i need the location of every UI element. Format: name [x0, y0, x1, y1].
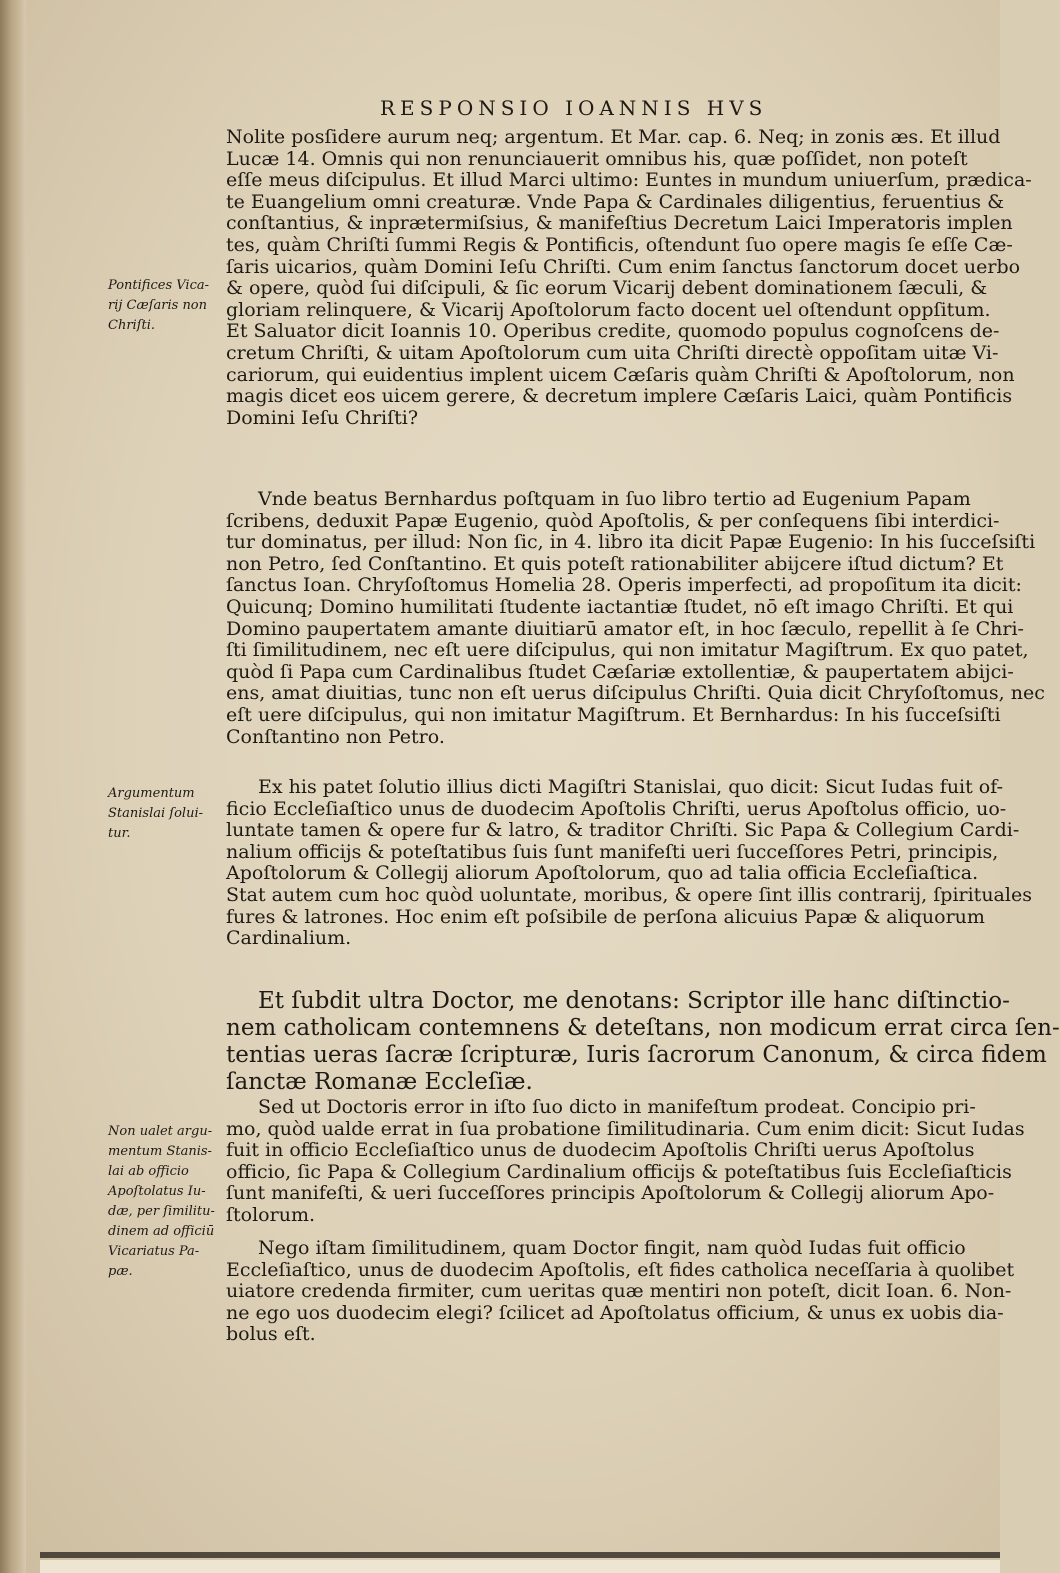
paragraph-6	[226, 1237, 1015, 1346]
text-line: Non ualet argu-	[108, 1124, 213, 1139]
text-line: ſcribens, deduxit Papæ Eugenio, quòd Apoſtolis, & per conſequens ſibi interdici-	[226, 509, 1000, 532]
text-line: Apoſtolorum & Collegij aliorum Apoſtolorum, quo ad talia officia Eccleſiaſtica.	[226, 862, 979, 885]
paragraph-5	[226, 1096, 1025, 1227]
text-line: mo, quòd ualde errat in ſua probatione ſimilitudinaria. Cum enim dicit: Sicut Iudas	[226, 1117, 1025, 1140]
text-line: ficio Eccleſiaſtico unus de duodecim Apoſtolis Chriſti, uerus Apoſtolus officio, uo-	[226, 797, 1007, 820]
text-line: Nego iſtam ſimilitudinem, quam Doctor fingit, nam quòd Iudas fuit officio	[258, 1237, 966, 1259]
text-line: Cardinalium.	[226, 927, 352, 950]
text-line: Argumentum	[108, 786, 195, 801]
text-line: Conſtantino non Petro.	[226, 725, 445, 748]
text-line: eſſe meus diſcipulus. Et illud Marci ultimo: Euntes in mundum uniuerſum, prædica-	[226, 169, 1032, 192]
text-line: Quicunq; Domino humilitati ſtudente iactantiæ ſtudet, nō eſt imago Chriſti. Et qui	[226, 595, 1014, 618]
marginal-note-2	[108, 784, 224, 844]
text-line: pæ.	[108, 1264, 133, 1279]
text-line: eſt uere diſcipulus, qui non imitatur Magiſtrum. Et Bernhardus: In his ſucceſsiſti	[226, 703, 1001, 726]
text-line: tur.	[108, 826, 131, 841]
text-line: tes, quàm Chriſti ſummi Regis & Pontificis, oſtendunt ſuo opere magis ſe eſſe Cæ-	[226, 233, 1013, 256]
book-spine-shadow	[0, 0, 26, 1573]
paragraph-4	[226, 988, 1060, 1096]
marginal-note-1	[108, 276, 224, 336]
text-line: ſanctus Ioan. Chryſoſtomus Homelia 28. Operis imperfecti, ad propoſitum ita dicit:	[226, 574, 1022, 597]
text-line: Stanislai ſolui-	[108, 806, 203, 821]
text-line: Sed ut Doctoris error in iſto ſuo dicto in manifeſtum prodeat. Concipio pri-	[258, 1096, 976, 1118]
text-line: cretum Chriſti, & uitam Apoſtolorum cum uita Chriſti directè oppoſitam uitæ Vi-	[226, 341, 999, 364]
text-line: ſtolorum.	[226, 1203, 315, 1226]
text-line: Chriſti.	[108, 318, 156, 333]
text-line: conſtantius, & inprætermiſsius, & manifeſtius Decretum Laici Imperatoris implen	[226, 212, 1013, 235]
paragraph-2	[226, 488, 1045, 748]
text-line: tentias ueras ſacræ ſcripturæ, Iuris ſacrorum Canonum, & circa fidem	[226, 1042, 1047, 1068]
text-line: ſunt manifeſti, & ueri ſucceſſores principis Apoſtolorum & Collegij aliorum Apo-	[226, 1182, 995, 1205]
text-line: luntate tamen & opere fur & latro, & traditor Chriſti. Sic Papa & Collegium Cardi-	[226, 819, 1020, 842]
text-line: te Euangelium omni creaturæ. Vnde Papa & Cardinales diligentius, feruentius &	[226, 190, 1004, 213]
text-line: tur dominatus, per illud: Non ſic, in 4. libro ita dicit Papæ Eugenio: In his ſucceſsiſti	[226, 531, 1036, 554]
page-bottom-edge	[40, 1552, 1000, 1558]
page-bottom-margin	[40, 1560, 1000, 1573]
text-line: Domino paupertatem amante diuitiarū amator eſt, in hoc ſæculo, repellit à ſe Chri-	[226, 617, 1024, 640]
text-line: ens, amat diuitias, tunc non eſt uerus diſcipulus Chriſti. Quia dicit Chryſoſtomus, nec	[226, 682, 1045, 705]
text-line: Stat autem cum hoc quòd uoluntate, moribus, & opere ſint illis contrarij, ſpirituales	[226, 883, 1032, 906]
text-line: ſanctæ Romanæ Eccleſiæ.	[226, 1069, 533, 1095]
text-line: lai ab officio	[108, 1164, 189, 1179]
text-line: Pontifices Vica-	[108, 278, 209, 293]
text-line: officio, ſic Papa & Collegium Cardinalium officijs & poteſtatibus ſuis Eccleſiaſticis	[226, 1160, 1012, 1183]
text-line: uiatore credenda firmiter, cum ueritas quæ mentiri non poteſt, dicit Ioan. 6. Non-	[226, 1280, 1012, 1303]
paragraph-1	[226, 126, 1032, 429]
text-line: fuit in officio Eccleſiaſtico unus de duodecim Apoſtolis Chriſti uerus Apoſtolus	[226, 1139, 975, 1162]
text-line: nem catholicam contemnens & deteſtans, non modicum errat circa ſen-	[226, 1015, 1060, 1041]
text-line: nalium officijs & poteſtatibus ſuis ſunt manifeſti ueri ſucceſſores Petri, principis,	[226, 840, 999, 863]
text-line: Vnde beatus Bernhardus poſtquam in ſuo libro tertio ad Eugenium Papam	[258, 488, 971, 510]
text-line: ne ego uos duodecim elegi? ſcilicet ad Apoſtolatus officium, & unus ex uobis dia-	[226, 1301, 1004, 1324]
text-line: magis dicet eos uicem gerere, & decretum implere Cæſaris Laici, quàm Pontificis	[226, 385, 1013, 408]
text-line: Lucæ 14. Omnis qui non renunciauerit omnibus his, quæ poſſidet, non poteſt	[226, 147, 968, 170]
text-line: Et ſubdit ultra Doctor, me denotans: Scriptor ille hanc diſtinctio-	[258, 988, 1010, 1014]
text-line: gloriam relinquere, & Vicarij Apoſtolorum facto docent uel oſtendunt oppſitum.	[226, 298, 991, 321]
text-line: bolus eſt.	[226, 1323, 316, 1346]
text-line: ſaris uicarios, quàm Domini Ieſu Chriſti. Cum enim ſanctus ſanctorum docet uerbo	[226, 255, 1021, 278]
text-line: & opere, quòd ſui diſcipuli, & ſic eorum Vicarij debent dominationem ſæculi, &	[226, 277, 988, 300]
text-line: non Petro, ſed Conſtantino. Et quis poteſt rationabiliter abijcere iſtud dictum? Et	[226, 552, 1004, 575]
text-line: Domini Ieſu Chriſti?	[226, 406, 419, 429]
text-line: fures & latrones. Hoc enim eſt poſsibile de perſona alicuius Papæ & aliquorum	[226, 905, 985, 928]
text-line: Et Saluator dicit Ioannis 10. Operibus credite, quomodo populus cognoſcens de-	[226, 320, 1000, 343]
marginal-note-3	[108, 1122, 224, 1282]
text-line: Nolite posſidere aurum neq; argentum. Et Mar. cap. 6. Neq; in zonis æs. Et illud	[226, 126, 1001, 148]
text-line: dæ, per ſimilitu-	[108, 1204, 215, 1219]
text-line: Apoſtolatus Iu-	[108, 1184, 206, 1199]
text-line: cariorum, qui euidentius implent uicem Cæſaris quàm Chriſti & Apoſtolorum, non	[226, 363, 1015, 386]
text-line: quòd ſi Papa cum Cardinalibus ſtudet Cæſariæ extollentiæ, & paupertatem abijci-	[226, 660, 1014, 683]
text-line: rij Cæſaris non	[108, 298, 208, 313]
text-line: ſti ſimilitudinem, nec eſt uere diſcipulus, qui non imitatur Magiſtrum. Ex quo patet,	[226, 639, 1029, 662]
text-line: Eccleſiaſtico, unus de duodecim Apoſtolis, eſt fides catholica neceſſaria à quolibet	[226, 1258, 1015, 1281]
text-line: dinem ad officiū	[108, 1224, 215, 1239]
text-line: mentum Stanis-	[108, 1144, 212, 1159]
text-line: Ex his patet ſolutio illius dicti Magiſtri Stanislai, quo dicit: Sicut Iudas fuit of-	[258, 776, 1004, 798]
running-header: RESPONSIO IOANNIS HVS	[380, 96, 768, 120]
paragraph-3	[226, 776, 1032, 950]
text-line: Vicariatus Pa-	[108, 1244, 200, 1259]
